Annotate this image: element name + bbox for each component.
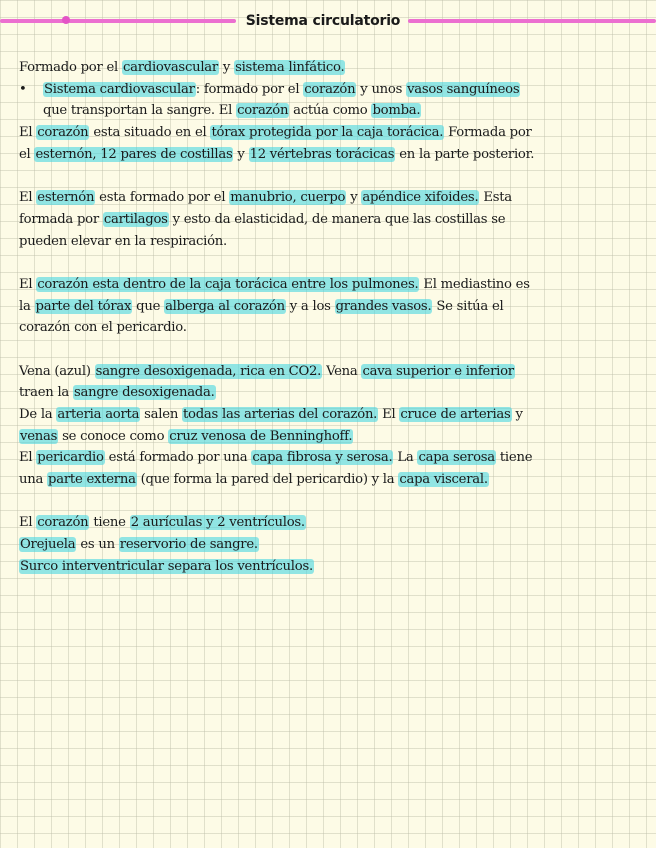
note-line	[19, 317, 619, 339]
highlighted-term: pericardio	[37, 450, 104, 466]
note-line	[19, 382, 619, 404]
highlighted-term: cruz venosa de Benninghoff.	[169, 428, 353, 444]
text: (que forma la pared del pericardio) y la	[136, 472, 399, 488]
text: la	[19, 298, 35, 314]
highlighted-term: tórax protegida por la caja torácica.	[211, 125, 444, 141]
highlighted-term: bomba.	[372, 103, 421, 119]
note-line	[19, 231, 619, 253]
highlighted-term: sistema linfático.	[235, 60, 345, 75]
text: El	[19, 450, 37, 466]
highlighted-term: esternón, 12 pares de costillas	[35, 146, 233, 162]
text: en la parte posterior.	[395, 146, 535, 162]
highlighted-term: parte externa	[48, 472, 136, 488]
highlighted-term: corazón	[37, 515, 89, 531]
text: : formado por el	[195, 81, 304, 97]
highlighted-term: sangre desoxigenada, rica en CO2.	[95, 363, 322, 379]
highlighted-term: cardiovascular	[122, 60, 218, 75]
text: y unos	[356, 81, 407, 97]
highlighted-term: cava superior e inferior	[362, 363, 514, 379]
note-line	[19, 447, 619, 469]
text: está formado por una	[104, 450, 252, 466]
highlighted-term: cruce de arterias	[400, 407, 511, 422]
text: el	[19, 146, 35, 162]
text: formada por	[19, 211, 103, 227]
highlighted-term: apéndice xifoides.	[362, 190, 479, 206]
text: y	[511, 407, 523, 422]
text: Esta	[479, 190, 512, 206]
text: y	[218, 60, 235, 75]
text: El	[19, 515, 37, 531]
highlighted-term: Sistema cardiovascular	[44, 81, 195, 97]
highlighted-term: corazón	[37, 125, 89, 141]
page-title: Sistema circulatorio	[245, 13, 401, 29]
text: traen la	[19, 385, 73, 401]
note-line	[19, 122, 619, 144]
note-line	[19, 144, 619, 166]
highlighted-term: todas las arterias del corazón.	[183, 407, 378, 422]
text: es un	[76, 537, 119, 553]
note-line	[19, 274, 619, 296]
note-line	[19, 426, 619, 448]
note-line	[19, 209, 619, 231]
text: Se sitúa el	[432, 298, 504, 314]
text: y esto da elasticidad, de manera que las costillas se	[168, 211, 506, 227]
highlighted-term: corazón esta dentro de la caja torácica entre los pulmones.	[37, 276, 419, 292]
text: que transportan la sangre. El	[43, 103, 237, 119]
note-line	[19, 469, 619, 491]
text: una	[19, 472, 48, 488]
title-dot	[62, 16, 70, 24]
text: corazón con el pericardio.	[19, 320, 187, 336]
text: El	[378, 407, 400, 422]
highlighted-term: Surco interventricular separa los ventrículos.	[20, 558, 313, 574]
text: se conoce como	[58, 428, 169, 444]
highlighted-term: parte del tórax	[35, 298, 132, 314]
highlighted-term: corazón	[237, 103, 289, 119]
text: que	[132, 298, 165, 314]
text: Vena	[322, 363, 362, 379]
text: Formada por	[444, 125, 532, 141]
note-line	[19, 296, 619, 318]
text: tiene	[495, 450, 533, 466]
text: El	[19, 190, 37, 206]
note-line	[19, 361, 619, 383]
notes-body	[19, 57, 619, 578]
note-line	[19, 556, 619, 578]
text: tiene	[89, 515, 130, 531]
title-bar	[0, 10, 656, 32]
highlighted-term: capa fibrosa y serosa.	[252, 450, 393, 466]
highlighted-term: 2 aurículas y 2 ventrículos.	[130, 515, 305, 531]
text: salen	[140, 407, 182, 422]
text: El	[19, 276, 37, 292]
text: actúa como	[289, 103, 372, 119]
highlighted-term: corazón	[304, 81, 356, 97]
highlighted-term: manubrio, cuerpo	[230, 190, 346, 206]
highlighted-term: esternón	[37, 190, 95, 206]
text: El	[19, 125, 37, 141]
highlighted-term: capa serosa	[418, 450, 495, 466]
text: Formado por el	[19, 60, 122, 75]
text: De la	[19, 407, 57, 422]
highlighted-term: grandes vasos.	[335, 298, 432, 314]
text: Vena (azul)	[19, 363, 95, 379]
title-divider-left	[0, 19, 236, 23]
highlighted-term: venas	[20, 428, 58, 444]
highlighted-term: capa visceral.	[399, 472, 488, 488]
text: esta formado por el	[95, 190, 230, 206]
text: esta situado en el	[89, 125, 211, 141]
note-line	[19, 187, 619, 209]
highlighted-term: cartilagos	[103, 211, 168, 227]
bullet-marker: •	[19, 81, 27, 97]
text: y	[233, 146, 249, 162]
title-divider-right	[408, 19, 656, 23]
note-line	[19, 100, 619, 122]
bullet-item	[19, 79, 619, 101]
highlighted-term: sangre desoxigenada.	[73, 385, 215, 401]
text: La	[393, 450, 418, 466]
highlighted-term: reservorio de sangre.	[119, 537, 258, 553]
text: El mediastino es	[419, 276, 530, 292]
note-line	[19, 57, 619, 79]
highlighted-term: alberga al corazón	[165, 298, 285, 314]
note-line	[19, 404, 619, 426]
text: y	[346, 190, 362, 206]
highlighted-term: Orejuela	[20, 537, 76, 553]
text: pueden elevar en la respiración.	[19, 233, 227, 249]
highlighted-term: arteria aorta	[57, 407, 140, 422]
note-line	[19, 512, 619, 534]
note-line	[19, 534, 619, 556]
highlighted-term: vasos sanguíneos	[407, 81, 520, 97]
text: y a los	[285, 298, 335, 314]
highlighted-term: 12 vértebras torácicas	[249, 146, 395, 162]
